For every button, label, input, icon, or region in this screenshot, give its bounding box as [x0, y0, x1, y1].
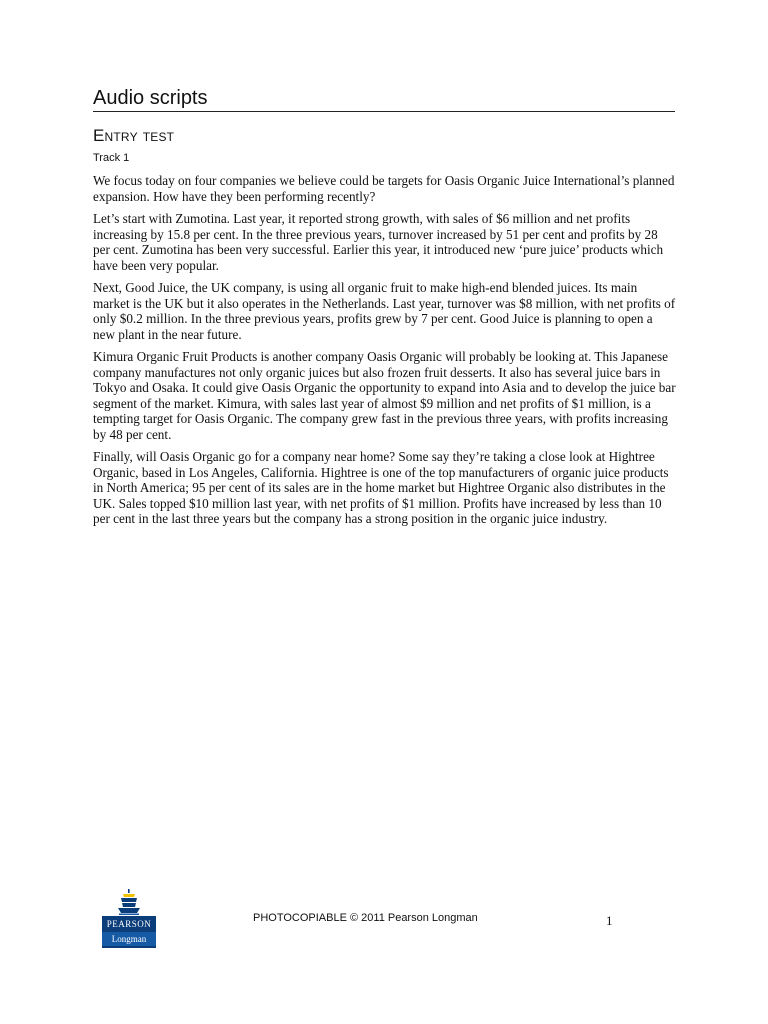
logo-brand: PEARSON — [106, 919, 152, 929]
pearson-ship-icon — [117, 889, 141, 915]
page-title: Audio scripts — [93, 86, 675, 112]
paragraph: We focus today on four companies we believe could be targets for Oasis Organic Juice International’s planned expansion. How have they been performing recently? — [93, 173, 675, 204]
section-title: Entry test — [93, 126, 175, 145]
paragraph: Let’s start with Zumotina. Last year, it reported strong growth, with sales of $6 million and net profits increasing by 15.8 per cent. In the three previous years, turnover increased by 51 per cent and profits by 28 per cent. Zumotina has been very successful. Earlier this year, it introduced new ‘pure juice’ products which have been very popular. — [93, 211, 664, 273]
paragraph: Finally, will Oasis Organic go for a company near home? Some say they’re taking a close look at Hightree Organic, based in Los Angeles, California. Hightree is one of the top manufacturers of organic juice products in North America; 95 per cent of its sales are in the home market but Hightree Organic also distributes in the UK. Sales topped $10 million last year, with net profits of $1 million. Profits have increased by less than 10 per cent in the last three years but the company has a strong position in the organic juice industry. — [93, 449, 669, 526]
audio-script-body — [93, 173, 677, 534]
logo-sub: Longman — [102, 932, 156, 946]
copyright-notice: PHOTOCOPIABLE © 2011 Pearson Longman — [253, 912, 478, 924]
paragraph: Kimura Organic Fruit Products is another company Oasis Organic will probably be looking at. This Japanese company manufactures not only organic juices but also frozen fruit desserts. It also has several juice bars in Tokyo and Osaka. It could give Oasis Organic the opportunity to expand into Asia and to develop the juice bar segment of the market. Kimura, with sales last year of almost $9 million and net profits of $1 million, is a tempting target for Oasis Organic. The company grew fast in the previous three years, with profits increasing by 48 per cent. — [93, 349, 676, 442]
page-number: 1 — [606, 913, 613, 928]
track-label: Track 1 — [93, 152, 130, 164]
logo-box — [102, 916, 156, 948]
paragraph: Next, Good Juice, the UK company, is using all organic fruit to make high-end blended juices. Its main market is the UK but it also operates in the Netherlands. Last year, turnover was $8 million, with net profits of only $0.2 million. In the three previous years, profits grew by 7 per cent. Good Juice is planning to open a new plant in the near future. — [93, 280, 676, 342]
pearson-longman-logo — [102, 889, 156, 948]
